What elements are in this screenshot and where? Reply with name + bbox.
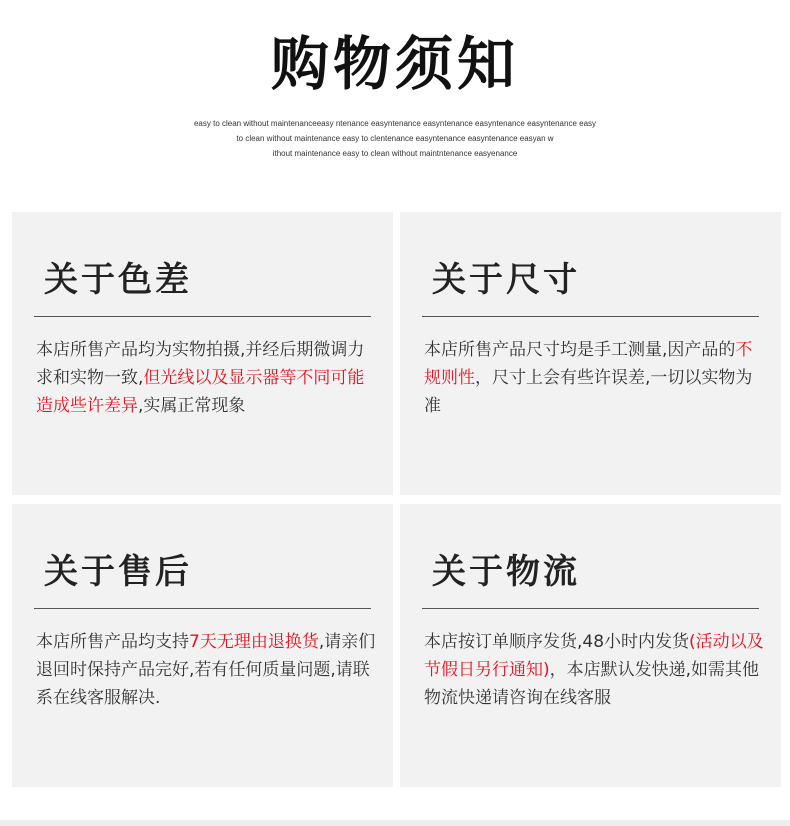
card-title: 关于色差 [44,260,192,300]
card-divider [34,608,371,609]
subtitle-block [150,116,640,161]
card-body-text: 本店所售产品均支持 [36,632,189,652]
card-logistics [400,504,781,787]
bottom-strip [0,820,790,826]
card-body-text: ，尺寸上会有些许误差,一切以实物为准 [424,368,753,416]
card-body-text: 本店所售产品均为实物拍摄,并经后期微调力求和实物一致, [36,340,365,388]
subtitle-line: easy to clean without maintenanceeasy ntenance easyntenance easyntenance easyntenance easyntenance easy [193,119,597,128]
card-divider [422,608,759,609]
card-color-difference [12,212,393,495]
card-body-text: ,实属正常现象 [138,396,246,416]
card-size [400,212,781,495]
card-title: 关于售后 [44,552,192,592]
card-body [424,628,764,712]
card-body-text: 本店按订单顺序发货,48小时内发货 [424,632,690,652]
card-title: 关于尺寸 [432,260,580,300]
card-body-highlight: (活动以及节假日另行通知) [424,632,764,680]
card-body-highlight: 但光线以及显示器等不同可能造成些许差异 [36,368,365,416]
card-body-highlight: 不规则性 [424,340,753,388]
card-divider [422,316,759,317]
subtitle-line: to clean without maintenance easy to clentenance easyntenance easyntenance easyan w [236,134,554,143]
card-divider [34,316,371,317]
card-title: 关于物流 [432,552,580,592]
card-body [36,336,376,420]
subtitle-line: ithout maintenance easy to clean without maintntenance easyenance [272,149,518,158]
card-body [36,628,376,712]
card-body-text: ，本店默认发快递,如需其他物流快递请咨询在线客服 [424,660,760,708]
page-title: 购物须知 [270,30,519,98]
card-after-sales [12,504,393,787]
card-body-text: ,请亲们退回时保持产品完好,若有任何质量问题,请联系在线客服解决. [36,632,376,708]
card-body-text: 本店所售产品尺寸均是手工测量,因产品的 [424,340,736,360]
card-body-highlight: 7天无理由退换货 [189,632,319,652]
card-body [424,336,764,420]
